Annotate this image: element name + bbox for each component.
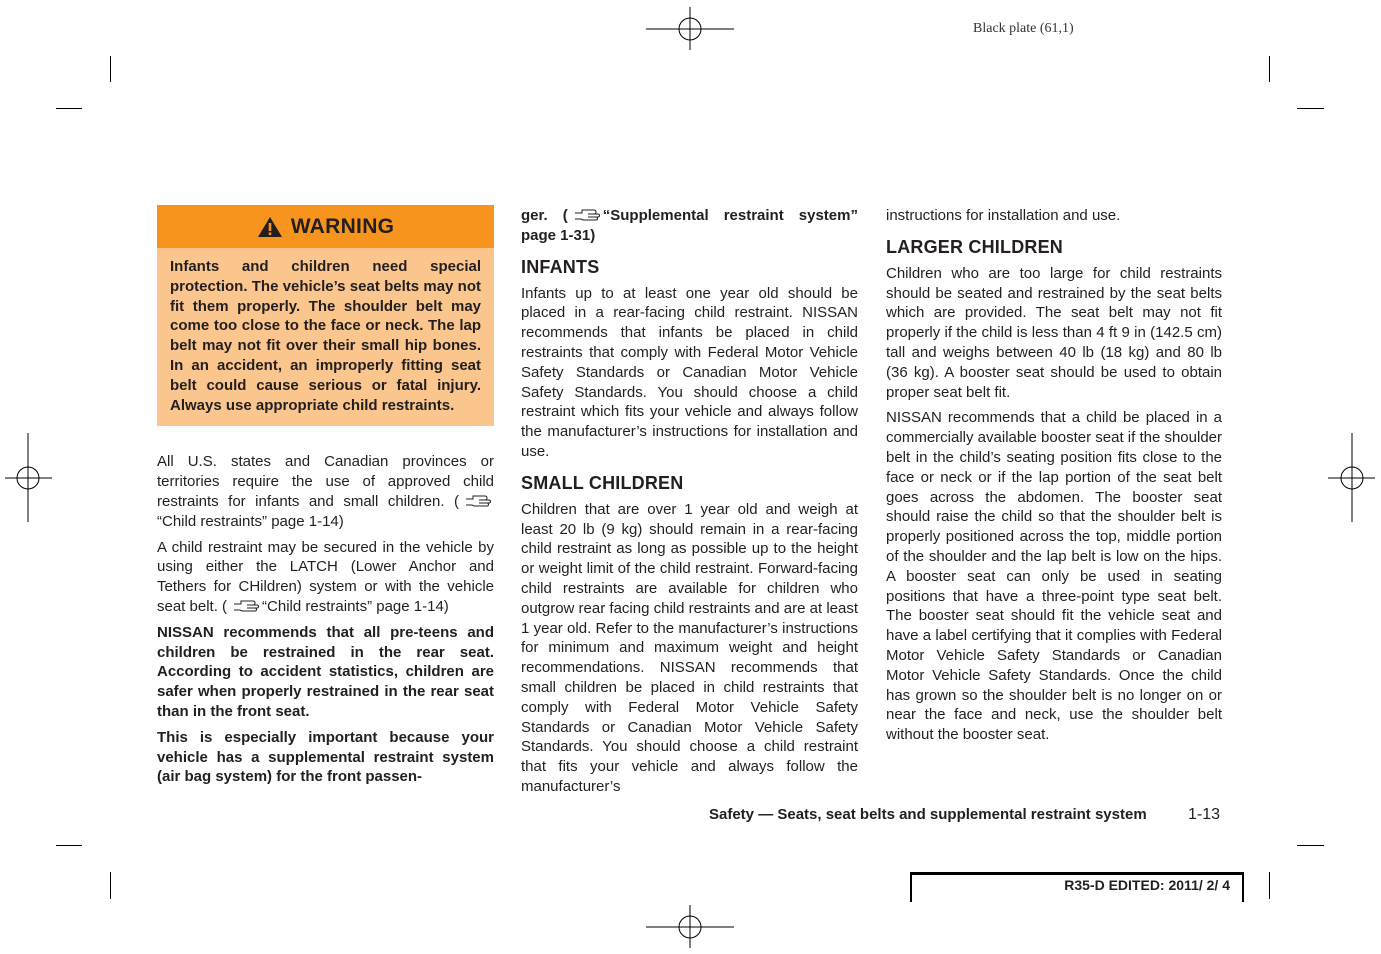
warning-body	[157, 248, 494, 426]
plate-label: Black plate (61,1)	[973, 21, 1074, 36]
pointing-hand-icon	[233, 598, 259, 614]
paragraph: Infants up to at least one year old should be placed in a rear-facing child restraint. NISSAN recommends that infants be placed in child restraints that comply with Federal Motor Vehicle Safety Standards or Canadian Motor Vehicle Safety Standards. You should choose a child restraint which fits your vehicle and always follow the manufacturer’s instructions for installation and use.	[521, 284, 858, 460]
section-heading-small-children: SMALL CHILDREN	[521, 472, 684, 493]
column-3	[886, 206, 1222, 751]
paragraph: All U.S. states and Canadian provinces or territories require the use of approved child restraints for infants and small children. (“Child restraints” page 1-14)	[157, 453, 494, 530]
column-2	[521, 206, 858, 803]
footer-section-title: Safety — Seats, seat belts and supplemental restraint system	[709, 806, 1147, 823]
registration-mark-bottom	[646, 905, 736, 950]
section-heading-infants: INFANTS	[521, 256, 600, 277]
warning-text: Infants and children need special protection. The vehicle’s seat belts may not fit them properly. The shoulder belt may come too close to the face or neck. The lap belt may not fit over their small hip bones. In an accident, an improperly fitting seat belt could cause serious or fatal injury. Always use appropriate child restraints.	[170, 258, 481, 414]
warning-title: WARNING	[290, 214, 395, 238]
edited-stamp	[910, 872, 1244, 902]
warning-header	[157, 205, 494, 248]
page-number: 1-13	[1188, 806, 1221, 823]
paragraph: Children who are too large for child restraints should be seated and restrained by the seat belts which are provided. The seat belt may not fit properly if the child is less than 4 ft 9 in (142.5 cm) tall and weighs between 40 lb (18 kg) and 80 lb (36 kg). A booster seat should be used to obtain proper seat belt fit.	[886, 264, 1222, 401]
paragraph: A child restraint may be secured in the vehicle by using either the LATCH (Lower Anchor and Tethers for CHildren) system or with the vehicle seat belt. ( “Child restraints” page 1-14)	[157, 538, 494, 615]
paragraph-bold: This is especially important because your vehicle has a supplemental restraint system (air bag system) for the front passen-	[157, 728, 494, 786]
registration-mark-top	[646, 5, 736, 50]
pointing-hand-icon	[465, 493, 491, 509]
continued-reference: ger. ( “Supplemental restraint system” page 1-31)	[521, 207, 858, 244]
registration-mark-left	[5, 433, 53, 523]
paragraph-bold: NISSAN recommends that all pre-teens and children be restrained in the rear seat. According to accident statistics, children are safer when properly restrained in the rear seat than in the front seat.	[157, 623, 494, 720]
edited-text: R35-D EDITED: 2011/ 2/ 4	[1064, 877, 1230, 893]
paragraph: instructions for installation and use.	[886, 207, 1121, 224]
warning-triangle-icon	[257, 216, 283, 238]
registration-mark-right	[1328, 433, 1376, 523]
paragraph: NISSAN recommends that a child be placed in a commercially available booster seat if the shoulder belt in the child’s seating position fits close to the face or neck or if the lap portion of the seat belt goes across the abdomen. The booster seat should raise the child so that the shoulder belt is properly positioned across the top, middle portion of the shoulder and the lap belt is low on the hips. A booster seat can only be used in seating positions that have a three-point type seat belt. The booster seat should fit the vehicle seat and have a label certifying that it complies with Federal Motor Vehicle Safety Standards or Canadian Motor Vehicle Safety Standards. Once the child has grown so the shoulder belt is no longer on or near the face and neck, use the shoulder belt without the booster seat.	[886, 409, 1222, 744]
section-heading-larger-children: LARGER CHILDREN	[886, 236, 1063, 257]
pointing-hand-icon	[574, 207, 600, 223]
column-1	[157, 205, 494, 793]
paragraph: Children that are over 1 year old and weigh at least 20 lb (9 kg) should remain in a rear-facing child restraint as long as possible up to the height or weight limit of the child restraint. Forward-facing child restraints are available for children who outgrow rear facing child restraints and are at least 1 year old. Refer to the manufacturer’s instructions for minimum and maximum weight and height recommendations. NISSAN recommends that small children be placed in child restraints that comply with Federal Motor Vehicle Safety Standards or Canadian Motor Vehicle Safety Standards. You should choose a child restraint that fits your vehicle and always follow the manufacturer’s	[521, 500, 858, 795]
warning-box	[157, 205, 494, 426]
